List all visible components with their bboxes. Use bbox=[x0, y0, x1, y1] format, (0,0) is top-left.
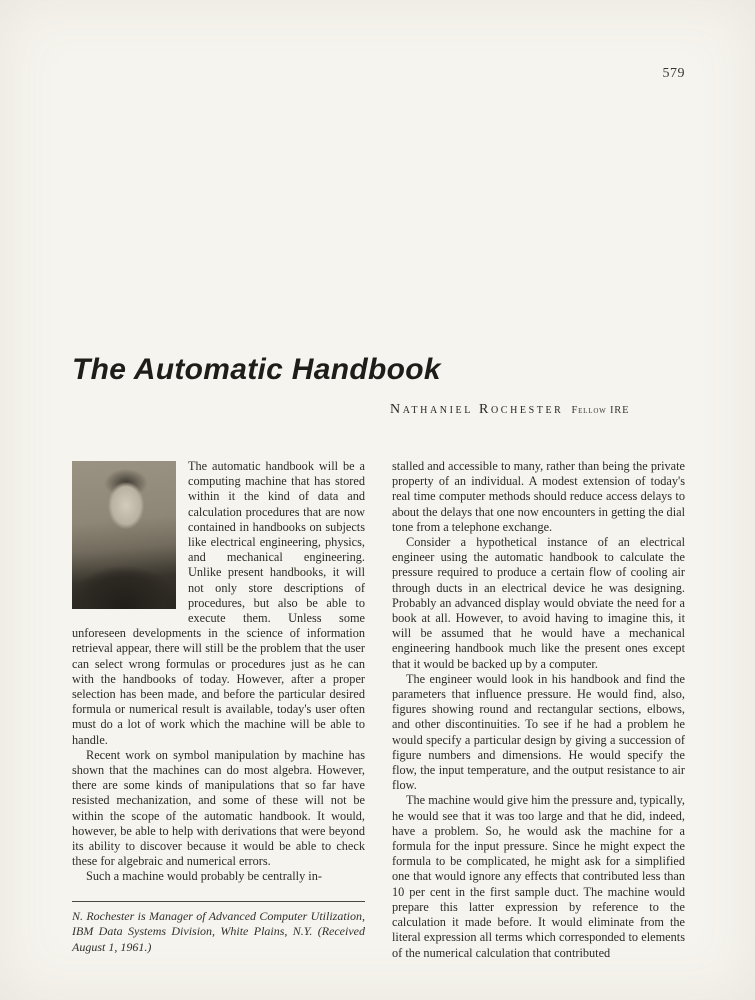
article-title: The Automatic Handbook bbox=[72, 353, 441, 387]
paragraph: Consider a hypothetical instance of an electrical engineer using the automatic handbook to calculate the pressure required to produce a certain flow of cooling air through ducts in an electrical device he was designing. Probably an advanced display would obviate the need for a book at all. However, to avoid having to imagine this, it will be assumed that he would have a mechanical engineering handbook much like the present ones except that it would be backed up by a computer. bbox=[392, 535, 685, 671]
paragraph: The machine would give him the pressure and, typically, he would see that it was too large and that he did, indeed, have a problem. So, he would ask the machine for a formula for the input pressure. Since he might expect the formula to be complicated, he might ask for a simplified one that would ignore any effects that contributed less than 10 per cent in the first sample duct. The machine would prepare this latter expression by reference to the calculation it made before. It would eliminate from the literal expression all terms which corresponded to elements of the numerical calculation that contributed bbox=[392, 793, 685, 960]
author-footnote: N. Rochester is Manager of Advanced Computer Utilization, IBM Data Systems Division, White Plains, N.Y. (Received August 1, 1961.) bbox=[72, 901, 365, 956]
paragraph bbox=[72, 459, 365, 748]
article-body bbox=[72, 459, 685, 961]
left-column bbox=[72, 459, 365, 961]
paragraph: Recent work on symbol manipulation by machine has shown that the machines can do most algebra. However, there are some kinds of manipulations that so far have resisted mechanization, and some of these will not be within the scope of the automatic handbook. It would, however, be able to help with derivations that were beyond its ability to discover because it would be able to check these for algebraic and numerical errors. bbox=[72, 747, 365, 869]
author-name: Nathaniel Rochester bbox=[390, 402, 564, 417]
paragraph: stalled and accessible to many, rather than being the private property of an individual. A modest extension of today's real time computer methods should reduce access delays to about the delays that one now encounters in getting the dial tone from a telephone exchange. bbox=[392, 459, 685, 534]
paragraph: Such a machine would probably be centrally in- bbox=[86, 869, 322, 884]
byline bbox=[390, 400, 686, 418]
paragraph: The engineer would look in his handbook and find the parameters that influence pressure. He would find, also, figures showing round and rectangular sections, elbows, and other discontinuities. To see if he had a problem he would specify a particular design by giving a succession of figure numbers and dimensions. He would specify the flow, the input temperature, and the output resistance to air flow. bbox=[392, 671, 685, 793]
right-column bbox=[392, 459, 685, 961]
page-number: 579 bbox=[662, 66, 685, 81]
author-affiliation: Fellow IRE bbox=[571, 405, 630, 416]
author-portrait-photo bbox=[72, 461, 176, 609]
paragraph-text: The automatic handbook will be a computing machine that has stored within it the kind of data and calculation procedures that are now contained in handbooks on subjects like electrical engineering, physics, and mechanical engineering. Unlike present handbooks, it will not only store descriptions of procedures, but also be able to execute them. Unless some unforeseen developments in the science of information retrieval appear, there will still be the problem that the user can select wrong formulas or procedures just as he can with the handbooks of today. However, after a proper selection has been made, and before the particular desired formula or numerical result is available, today's user often must do a lot of work which the machine will be able to handle. bbox=[72, 459, 365, 747]
